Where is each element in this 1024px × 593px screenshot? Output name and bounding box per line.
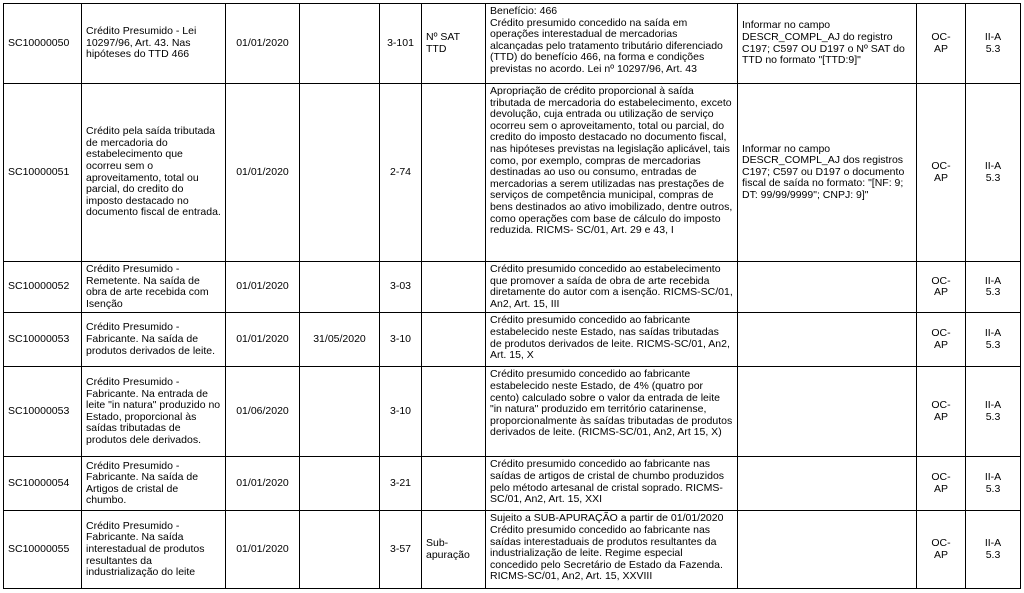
end-date-cell [300, 367, 380, 457]
detail-cell: Benefício: 466 Crédito presumido concedido na saída em operações interestadual de mercadorias alcançadas pelo tratamento tributário diferenciado (TTD) do benefício 466, na forma e condições previstas no acordo. Lei nº 10297/96, Art. 43 [486, 4, 738, 84]
reference-cell: 3-57 [380, 511, 422, 589]
end-date-cell [300, 511, 380, 589]
reference-cell: 3-10 [380, 313, 422, 367]
oc-cell: OC- AP [917, 4, 966, 84]
start-date-cell: 01/01/2020 [226, 511, 300, 589]
info-cell [738, 367, 917, 457]
detail-cell: Crédito presumido concedido ao fabricante estabelecido neste Estado, nas saídas tributadas de produtos derivados de leite. RICMS-SC/01, An2, Art. 15, X [486, 313, 738, 367]
description-cell: Crédito Presumido - Fabricante. Na saída interestadual de produtos resultantes da industrialização do leite [82, 511, 226, 589]
note-cell [422, 262, 486, 313]
description-cell: Crédito Presumido - Remetente. Na saída de obra de arte recebida com Isenção [82, 262, 226, 313]
start-date-cell: 01/01/2020 [226, 262, 300, 313]
oc-cell: OC- AP [917, 367, 966, 457]
annex-cell: II-A 5.3 [966, 457, 1021, 511]
note-cell: Nº SAT TTD [422, 4, 486, 84]
note-cell: Sub- apuração [422, 511, 486, 589]
info-cell [738, 313, 917, 367]
end-date-cell [300, 457, 380, 511]
start-date-cell: 01/01/2020 [226, 313, 300, 367]
detail-cell: Sujeito a SUB-APURAÇÃO a partir de 01/01/2020 Crédito presumido concedido ao fabricante nas saídas interestaduais de produtos resultantes da industrialização de leite. Regime especial concedido pelo Secretário de Estado da Fazenda. RICMS-SC/01, An2, Art. 15, XXVIII [486, 511, 738, 589]
table-row [4, 262, 1021, 313]
reference-cell: 2-74 [380, 84, 422, 262]
description-cell: Crédito Presumido - Fabricante. Na saída de produtos derivados de leite. [82, 313, 226, 367]
annex-cell: II-A 5.3 [966, 367, 1021, 457]
end-date-cell [300, 4, 380, 84]
table-row [4, 457, 1021, 511]
oc-cell: OC- AP [917, 511, 966, 589]
table-row [4, 511, 1021, 589]
end-date-cell [300, 262, 380, 313]
detail-cell: Crédito presumido concedido ao fabricante nas saídas de artigos de cristal de chumbo produzidos pelo método artesanal de cristal soprado. RICMS-SC/01, An2, Art. 15, XXI [486, 457, 738, 511]
annex-cell: II-A 5.3 [966, 313, 1021, 367]
note-cell [422, 313, 486, 367]
start-date-cell: 01/01/2020 [226, 4, 300, 84]
code-cell: SC10000050 [4, 4, 82, 84]
table-row [4, 367, 1021, 457]
annex-cell: II-A 5.3 [966, 511, 1021, 589]
code-cell: SC10000053 [4, 367, 82, 457]
note-cell [422, 457, 486, 511]
table-row [4, 313, 1021, 367]
end-date-cell: 31/05/2020 [300, 313, 380, 367]
detail-cell: Apropriação de crédito proporcional à saída tributada de mercadoria do estabelecimento, exceto devolução, cuja entrada ou utilização de serviço ocorreu sem o aproveitamento, total ou parcial, do credito do imposto destacado no documento fiscal, nas hipóteses previstas na legislação aplicável, tais como, por exemplo, compras de mercadorias destinadas ao uso ou consumo, entradas de mercadorias a serem utilizadas nas prestações de serviços de competência municipal, compras de bens destinados ao ativo imobilizado, dentre outros, como operações com base de cálculo do imposto reduzida. RICMS- SC/01, Art. 29 e 43, I [486, 84, 738, 262]
start-date-cell: 01/01/2020 [226, 457, 300, 511]
annex-cell: II-A 5.3 [966, 84, 1021, 262]
detail-cell: Crédito presumido concedido ao estabelecimento que promover a saída de obra de arte recebida diretamente do autor com a isenção. RICMS-SC/01, An2, Art. 15, III [486, 262, 738, 313]
info-cell: Informar no campo DESCR_COMPL_AJ dos registros C197; C597 ou D197 o documento fiscal de saída no formato: "[NF: 9; DT: 99/99/9999"; CNPJ: 9]" [738, 84, 917, 262]
annex-cell: II-A 5.3 [966, 4, 1021, 84]
reference-cell: 3-03 [380, 262, 422, 313]
info-cell [738, 457, 917, 511]
oc-cell: OC- AP [917, 313, 966, 367]
description-cell: Crédito Presumido - Fabricante. Na saída de Artigos de cristal de chumbo. [82, 457, 226, 511]
detail-cell: Crédito presumido concedido ao fabricante estabelecido neste Estado, de 4% (quatro por cento) calculado sobre o valor da entrada de leite "in natura" produzido em território catarinense, proporcionalmente às saídas tributadas de produtos derivados de leite. (RICMS-SC/01, An2, Art 15, X) [486, 367, 738, 457]
oc-cell: OC- AP [917, 262, 966, 313]
code-cell: SC10000054 [4, 457, 82, 511]
benefit-codes-table [3, 3, 1021, 589]
code-cell: SC10000051 [4, 84, 82, 262]
note-cell [422, 84, 486, 262]
annex-cell: II-A 5.3 [966, 262, 1021, 313]
table-row [4, 84, 1021, 262]
table-body [4, 4, 1021, 589]
oc-cell: OC- AP [917, 84, 966, 262]
oc-cell: OC- AP [917, 457, 966, 511]
description-cell: Crédito Presumido - Lei 10297/96, Art. 43. Nas hipóteses do TTD 466 [82, 4, 226, 84]
end-date-cell [300, 84, 380, 262]
info-cell [738, 511, 917, 589]
table-row [4, 4, 1021, 84]
reference-cell: 3-10 [380, 367, 422, 457]
code-cell: SC10000053 [4, 313, 82, 367]
start-date-cell: 01/01/2020 [226, 84, 300, 262]
description-cell: Crédito pela saída tributada de mercadoria do estabelecimento que ocorreu sem o aproveitamento, total ou parcial, do credito do imposto destacado no documento fiscal de entrada. [82, 84, 226, 262]
description-cell: Crédito Presumido - Fabricante. Na entrada de leite "in natura" produzido no Estado, proporcional às saídas tributadas de produtos dele derivados. [82, 367, 226, 457]
note-cell [422, 367, 486, 457]
reference-cell: 3-101 [380, 4, 422, 84]
info-cell: Informar no campo DESCR_COMPL_AJ do registro C197; C597 OU D197 o Nº SAT do TTD no formato "[TTD:9]" [738, 4, 917, 84]
info-cell [738, 262, 917, 313]
start-date-cell: 01/06/2020 [226, 367, 300, 457]
code-cell: SC10000052 [4, 262, 82, 313]
code-cell: SC10000055 [4, 511, 82, 589]
reference-cell: 3-21 [380, 457, 422, 511]
